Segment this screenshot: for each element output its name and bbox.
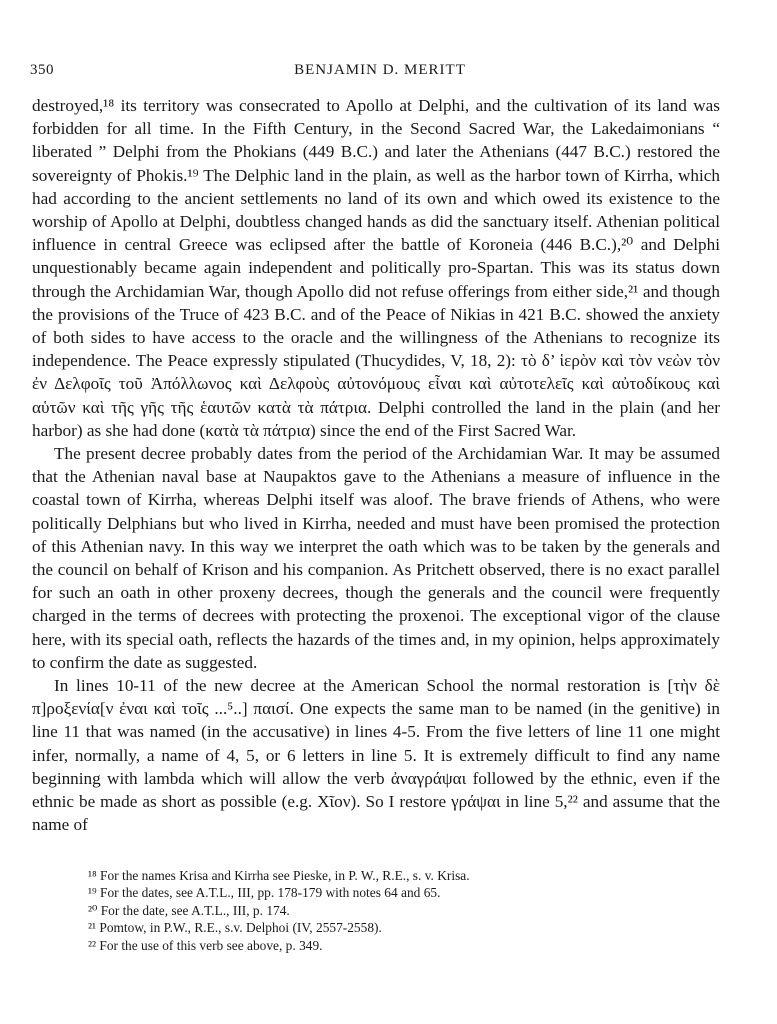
main-text	[32, 94, 720, 837]
footnote-22: ²² For the use of this verb see above, p. 349.	[88, 937, 323, 953]
paragraph-delphi-history: destroyed,¹⁸ its territory was consecrated to Apollo at Delphi, and the cultivation of its land was forbidden for all time. In the Fifth Century, in the Second Sacred War, the Lakedaimonians “ liberated ” Delphi from the Phokians (449 B.C.) and later the Athenians (447 B.C.) restored the sovereignty of Phokis.¹⁹ The Delphic land in the plain, as well as the harbor town of Kirrha, which had according to the ancient settlements no land of its own and which owed its existence to the worship of Apollo at Delphi, doubtless changed hands as did the sanctuary itself. Athenian political influence in central Greece was eclipsed after the battle of Koroneia (446 B.C.),²⁰ and Delphi unquestionably became again independent and politically pro-Spartan. This was its status down through the Archidamian War, though Apollo did not refuse offerings from either side,²¹ and though the provisions of the Truce of 423 B.C. and of the Peace of Nikias in 421 B.C. showed the anxiety of both sides to have access to the oracle and the willingness of the Athenians to recognize its independence. The Peace expressly stipulated (Thucydides, V, 18, 2): τὸ δ’ ἱερὸν καὶ τὸν νεὼν τὸν ἐν Δελφοῖς τοῦ Ἀπόλλωνος καὶ Δελφοὺς αὐτονόμους εἶναι καὶ αὐτοτελεῖς καὶ αὐτοδίκους καὶ αὑτῶν καὶ τῆς γῆς τῆς ἑαυτῶν κατὰ τὰ πάτρια. Delphi controlled the land in the plain (and her harbor) as she had done (κατὰ τὰ πάτρια) since the end of the First Sacred War.	[32, 96, 720, 440]
page-number: 350	[30, 62, 54, 78]
footnote-18: ¹⁸ For the names Krisa and Kirrha see Pieske, in P. W., R.E., s. v. Krisa.	[88, 868, 470, 883]
footnote-20: ²⁰ For the date, see A.T.L., III, p. 174.	[88, 902, 290, 918]
footnotes	[88, 867, 728, 954]
footnote-21: ²¹ Pomtow, in P.W., R.E., s.v. Delphoi (IV, 2557-2558).	[88, 920, 382, 936]
paragraph-decree-date: The present decree probably dates from the period of the Archidamian War. It may be assumed that the Athenian naval base at Naupaktos gave to the Athenians a measure of influence in the coastal town of Kirrha, whereas Delphi itself was aloof. The brave friends of Athens, who were politically Delphians but who lived in Kirrha, needed and must have been promised the protection of this Athenian navy. In this way we interpret the oath which was to be taken by the generals and the council on behalf of Krison and his companion. As Pritchett observed, there is no exact parallel for such an oath in other proxeny decrees, though the generals and the council were frequently charged in the terms of decrees with protecting the proxenoi. The exceptional vigor of the clause here, with its special oath, reflects the hazards of the times and, in my opinion, helps approximately to confirm the date as suggested.	[32, 444, 720, 672]
footnote-19: ¹⁹ For the dates, see A.T.L., III, pp. 178-179 with notes 64 and 65.	[88, 885, 441, 901]
page-header	[30, 62, 730, 86]
paragraph-restoration: In lines 10-11 of the new decree at the American School the normal restoration is [τὴν δὲ π]ροξενία[ν ἐναι καὶ τοῖς ...⁵..] παισί. One expects the same man to be named (in the genitive) in line 11 that was named (in the accusative) in lines 4-5. From the five letters of line 11 one might infer, normally, a name of 4, 5, or 6 letters in line 5. It is extremely difficult to find any name beginning with lambda which will allow the verb ἀναγράψαι followed by the ethnic, even if the ethnic be made as short as possible (e.g. Χῖον). So I restore γράψαι in line 5,²² and assume that the name of	[32, 676, 720, 835]
running-head: BENJAMIN D. MERITT	[294, 62, 466, 78]
